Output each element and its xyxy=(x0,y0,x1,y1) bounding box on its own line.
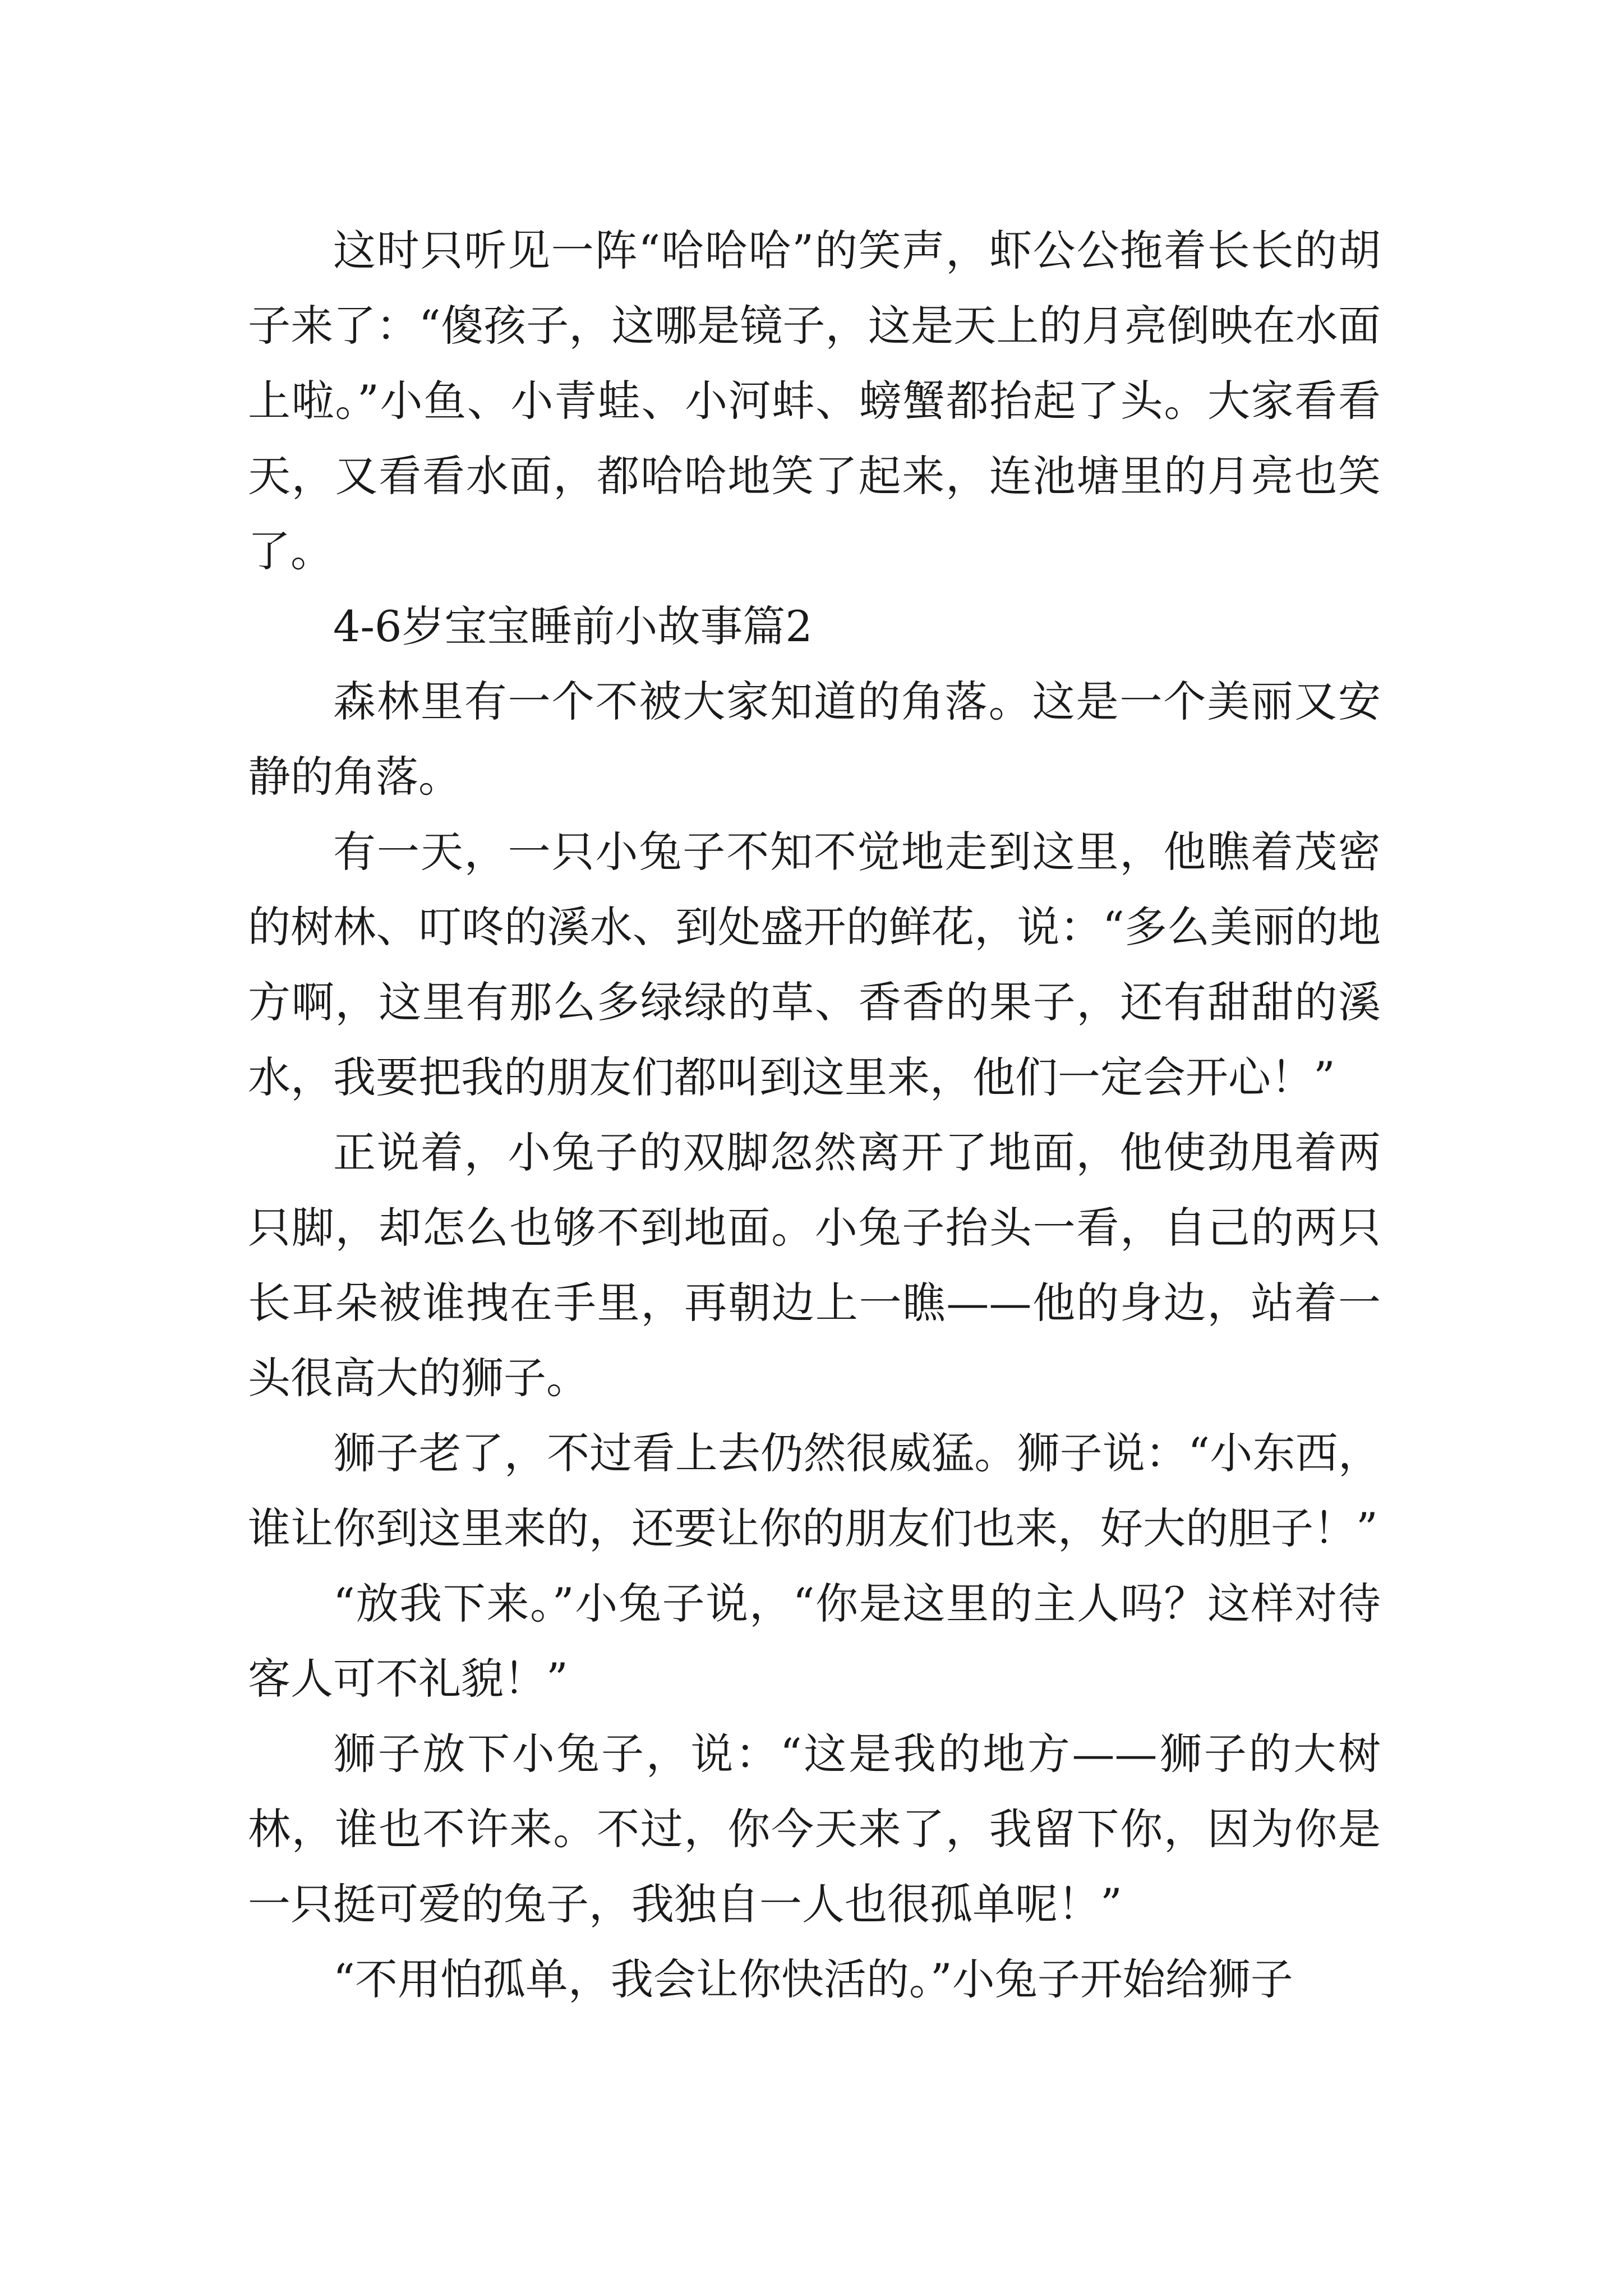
story-heading: 4-6岁宝宝睡前小故事篇2 xyxy=(333,601,813,651)
paragraph-moon-reflection: 这时只听见一阵“哈哈哈”的笑声，虾公公拖着长长的胡子来了：“傻孩子，这哪是镜子，这是天上的月亮倒映在水面上啦。”小鱼、小青蛙、小河蚌、螃蟹都抬起了头。大家看看天，又看看水面，都哈哈地笑了起来，连池塘里的月亮也笑了。 xyxy=(248,226,1381,576)
paragraph-forest-corner: 森林里有一个不被大家知道的角落。这是一个美丽又安静的角落。 xyxy=(248,677,1381,802)
document-body xyxy=(248,213,1381,2017)
paragraph-rabbit-protests: “放我下来。”小兔子说，“你是这里的主人吗？这样对待客人可不礼貌！” xyxy=(248,1579,1381,1704)
paragraph-rabbit-arrives: 有一天，一只小兔子不知不觉地走到这里，他瞧着茂密的树林、叮咚的溪水、到处盛开的鲜花，说：“多么美丽的地方啊，这里有那么多绿绿的草、香香的果子，还有甜甜的溪水，我要把我的朋友们都叫到这里来，他们一定会开心！” xyxy=(248,827,1381,1102)
paragraph-rabbit-promise: “不用怕孤单，我会让你快活的。”小兔子开始给狮子 xyxy=(333,1954,1293,2004)
paragraph-lion-speaks: 狮子老了，不过看上去仍然很威猛。狮子说：“小东西，谁让你到这里来的，还要让你的朋友们也来，好大的胆子！” xyxy=(248,1428,1381,1553)
paragraph-rabbit-lifted: 正说着，小兔子的双脚忽然离开了地面，他使劲甩着两只脚，却怎么也够不到地面。小兔子抬头一看，自己的两只长耳朵被谁拽在手里，再朝边上一瞧——他的身边，站着一头很高大的狮子。 xyxy=(248,1128,1381,1403)
paragraph-lion-lonely: 狮子放下小兔子，说：“这是我的地方——狮子的大树林，谁也不许来。不过，你今天来了，我留下你，因为你是一只挺可爱的兔子，我独自一人也很孤单呢！” xyxy=(248,1729,1381,1929)
